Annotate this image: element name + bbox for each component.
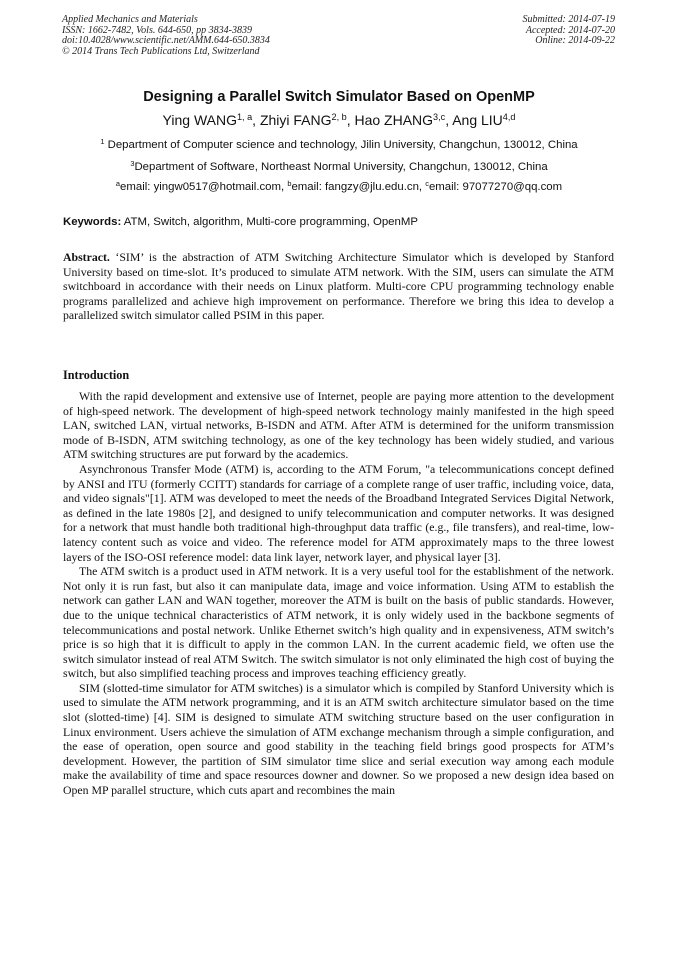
keywords-line <box>63 216 418 228</box>
author-affiliation-mark: 1, a <box>236 112 253 122</box>
submitted-date: Submitted: 2014-07-19 <box>522 14 615 25</box>
email-mark: b <box>287 178 292 188</box>
email-mark: c <box>425 178 429 188</box>
author-affiliation-mark: 2, b <box>331 112 347 122</box>
doi-line: doi:10.4028/www.scientific.net/AMM.644-650.3834 <box>62 35 270 46</box>
affiliation-line <box>0 136 678 151</box>
author-list: Ying WANG$^{1, a}$, Zhiyi FANG$^{2, b}$, Hao ZHANG$^{3,c}$, Ang LIU$^{4,d}$ <box>162 112 516 128</box>
email-mark: a <box>115 178 121 188</box>
keywords-text: ATM, Switch, algorithm, Multi-core programming, OpenMP <box>123 216 418 228</box>
author-name: Ying WANG <box>162 112 237 128</box>
affiliation-mark: 1 <box>100 136 105 146</box>
author-name: Zhiyi FANG <box>259 112 332 128</box>
author-affiliation-mark: 4,d <box>502 112 516 122</box>
paragraph: With the rapid development and extensive use of Internet, people are paying more attention to the development of high-speed network. The development of high-speed network technology mainly manifested in the high speed LAN, switched LAN, virtual networks, B-ISDN and ATM. After ATM is determined for the uniform transmission mode of B-ISDN, ATM switching technology, as one of the key technology has been widely studied, and various ATM switching structures are put forward by the academics. <box>63 389 614 462</box>
email-text: email: fangzy@jlu.edu.cn, <box>291 181 426 193</box>
submission-dates <box>523 15 616 47</box>
email-text: email: 97077270@qq.com <box>428 181 563 193</box>
affiliation-mark: 3 <box>130 158 135 168</box>
section-heading-introduction: Introduction <box>63 368 130 382</box>
introduction-body <box>63 389 614 798</box>
author-name: Hao ZHANG <box>354 112 434 128</box>
keywords-label: Keywords: <box>63 216 122 228</box>
affiliation-text: Department of Computer science and technology, Jilin University, Changchun, 130012, China <box>107 139 578 151</box>
paragraph: SIM (slotted-time simulator for ATM switches) is a simulator which is compiled by Stanford University which is used to simulate the ATM network programming, and it is an ATM switch architecture simulator based on the time slot (slotted-time) [4]. SIM is designed to simulate ATM switching structure based on the user configuration in Linux environment. Users achieve the simulation of ATM exchange mechanism through a simple configuration, and the ease of operation, open source and good stability in the teaching field brings good prospects for ATM’s development. However, the partition of SIM simulator time slice and serial execution way among each module make the availability of time and space resources downer and downer. So we proposed a new design idea based on Open MP parallel structure, which cuts apart and recombines the main <box>63 680 614 798</box>
abstract-label: Abstract. <box>63 250 110 264</box>
author-affiliation-mark: 3,c <box>433 112 446 122</box>
issn-line: ISSN: 1662-7482, Vols. 644-650, pp 3834-3839 <box>62 24 252 36</box>
paragraph: The ATM switch is a product used in ATM network. It is a very useful tool for the establishment of the network. Not only it is run fast, but also it can manipulate data, image and voice information. Using ATM to establish the network can gather LAN and WAN together, moreover the ATM is built on the basis of public standards. However, due to the unique technical characteristics of ATM network, it is only widely used in the backbone segments of telecommunications and postal network. Unlike Ethernet switch’s high quality and in expensiveness, ATM switch’s price is so high that it is difficult to apply in the common LAN. In the current academic field, we often use the switch simulator instead of real ATM Switch. The switch simulator is not only eliminated the high cost of buying the switch, but also simplified teaching process and improves teaching efficiency greatly. <box>63 564 614 681</box>
author-name: Ang LIU <box>452 112 503 128</box>
copyright-line: © 2014 Trans Tech Publications Ltd, Switzerland <box>62 45 260 57</box>
email-line <box>0 178 678 193</box>
paragraph: Asynchronous Transfer Mode (ATM) is, according to the ATM Forum, "a telecommunications concept defined by ANSI and ITU (formerly CCITT) standards for carriage of a complete range of user traffic, including voice, data, and video signals"[1]. ATM was developed to meet the needs of the Broadband Integrated Services Digital Network, as defined in the late 1980s [2], and designed to unify telecommunication and computer networks. It was designed for a network that must handle both traditional high-throughput data traffic (e.g., file transfers), and real-time, low-latency content such as voice and video. The reference model for ATM approximately maps to the three lowest layers of the ISO-OSI reference model: data link layer, network layer, and physical layer [3]. <box>63 461 614 564</box>
abstract-text: ‘SIM’ is the abstraction of ATM Switching Architecture Simulator which is developed by Stanford University based on time-slot. It’s produced to simulate ATM network. With the SIM, users can simulate the ATM switchboard in accordance with their needs on Linux platform. Multi-core CPU programming technology enable programs parallelized and achieve high improvement on performance. Therefore we bring this idea to develop a parallelized switch simulator called PSIM in this paper. <box>63 250 614 323</box>
email-text: email: yingw0517@hotmail.com, <box>120 181 288 193</box>
journal-name: Applied Mechanics and Materials <box>62 14 198 25</box>
journal-info <box>62 15 270 57</box>
online-date: Online: 2014-09-22 <box>535 35 615 46</box>
abstract <box>63 250 614 323</box>
affiliation-line <box>0 158 678 173</box>
paper-title: Designing a Parallel Switch Simulator Based on OpenMP <box>143 89 535 105</box>
affiliation-text: Department of Software, Northeast Normal University, Changchun, 130012, China <box>134 161 548 173</box>
accepted-date: Accepted: 2014-07-20 <box>525 24 615 36</box>
